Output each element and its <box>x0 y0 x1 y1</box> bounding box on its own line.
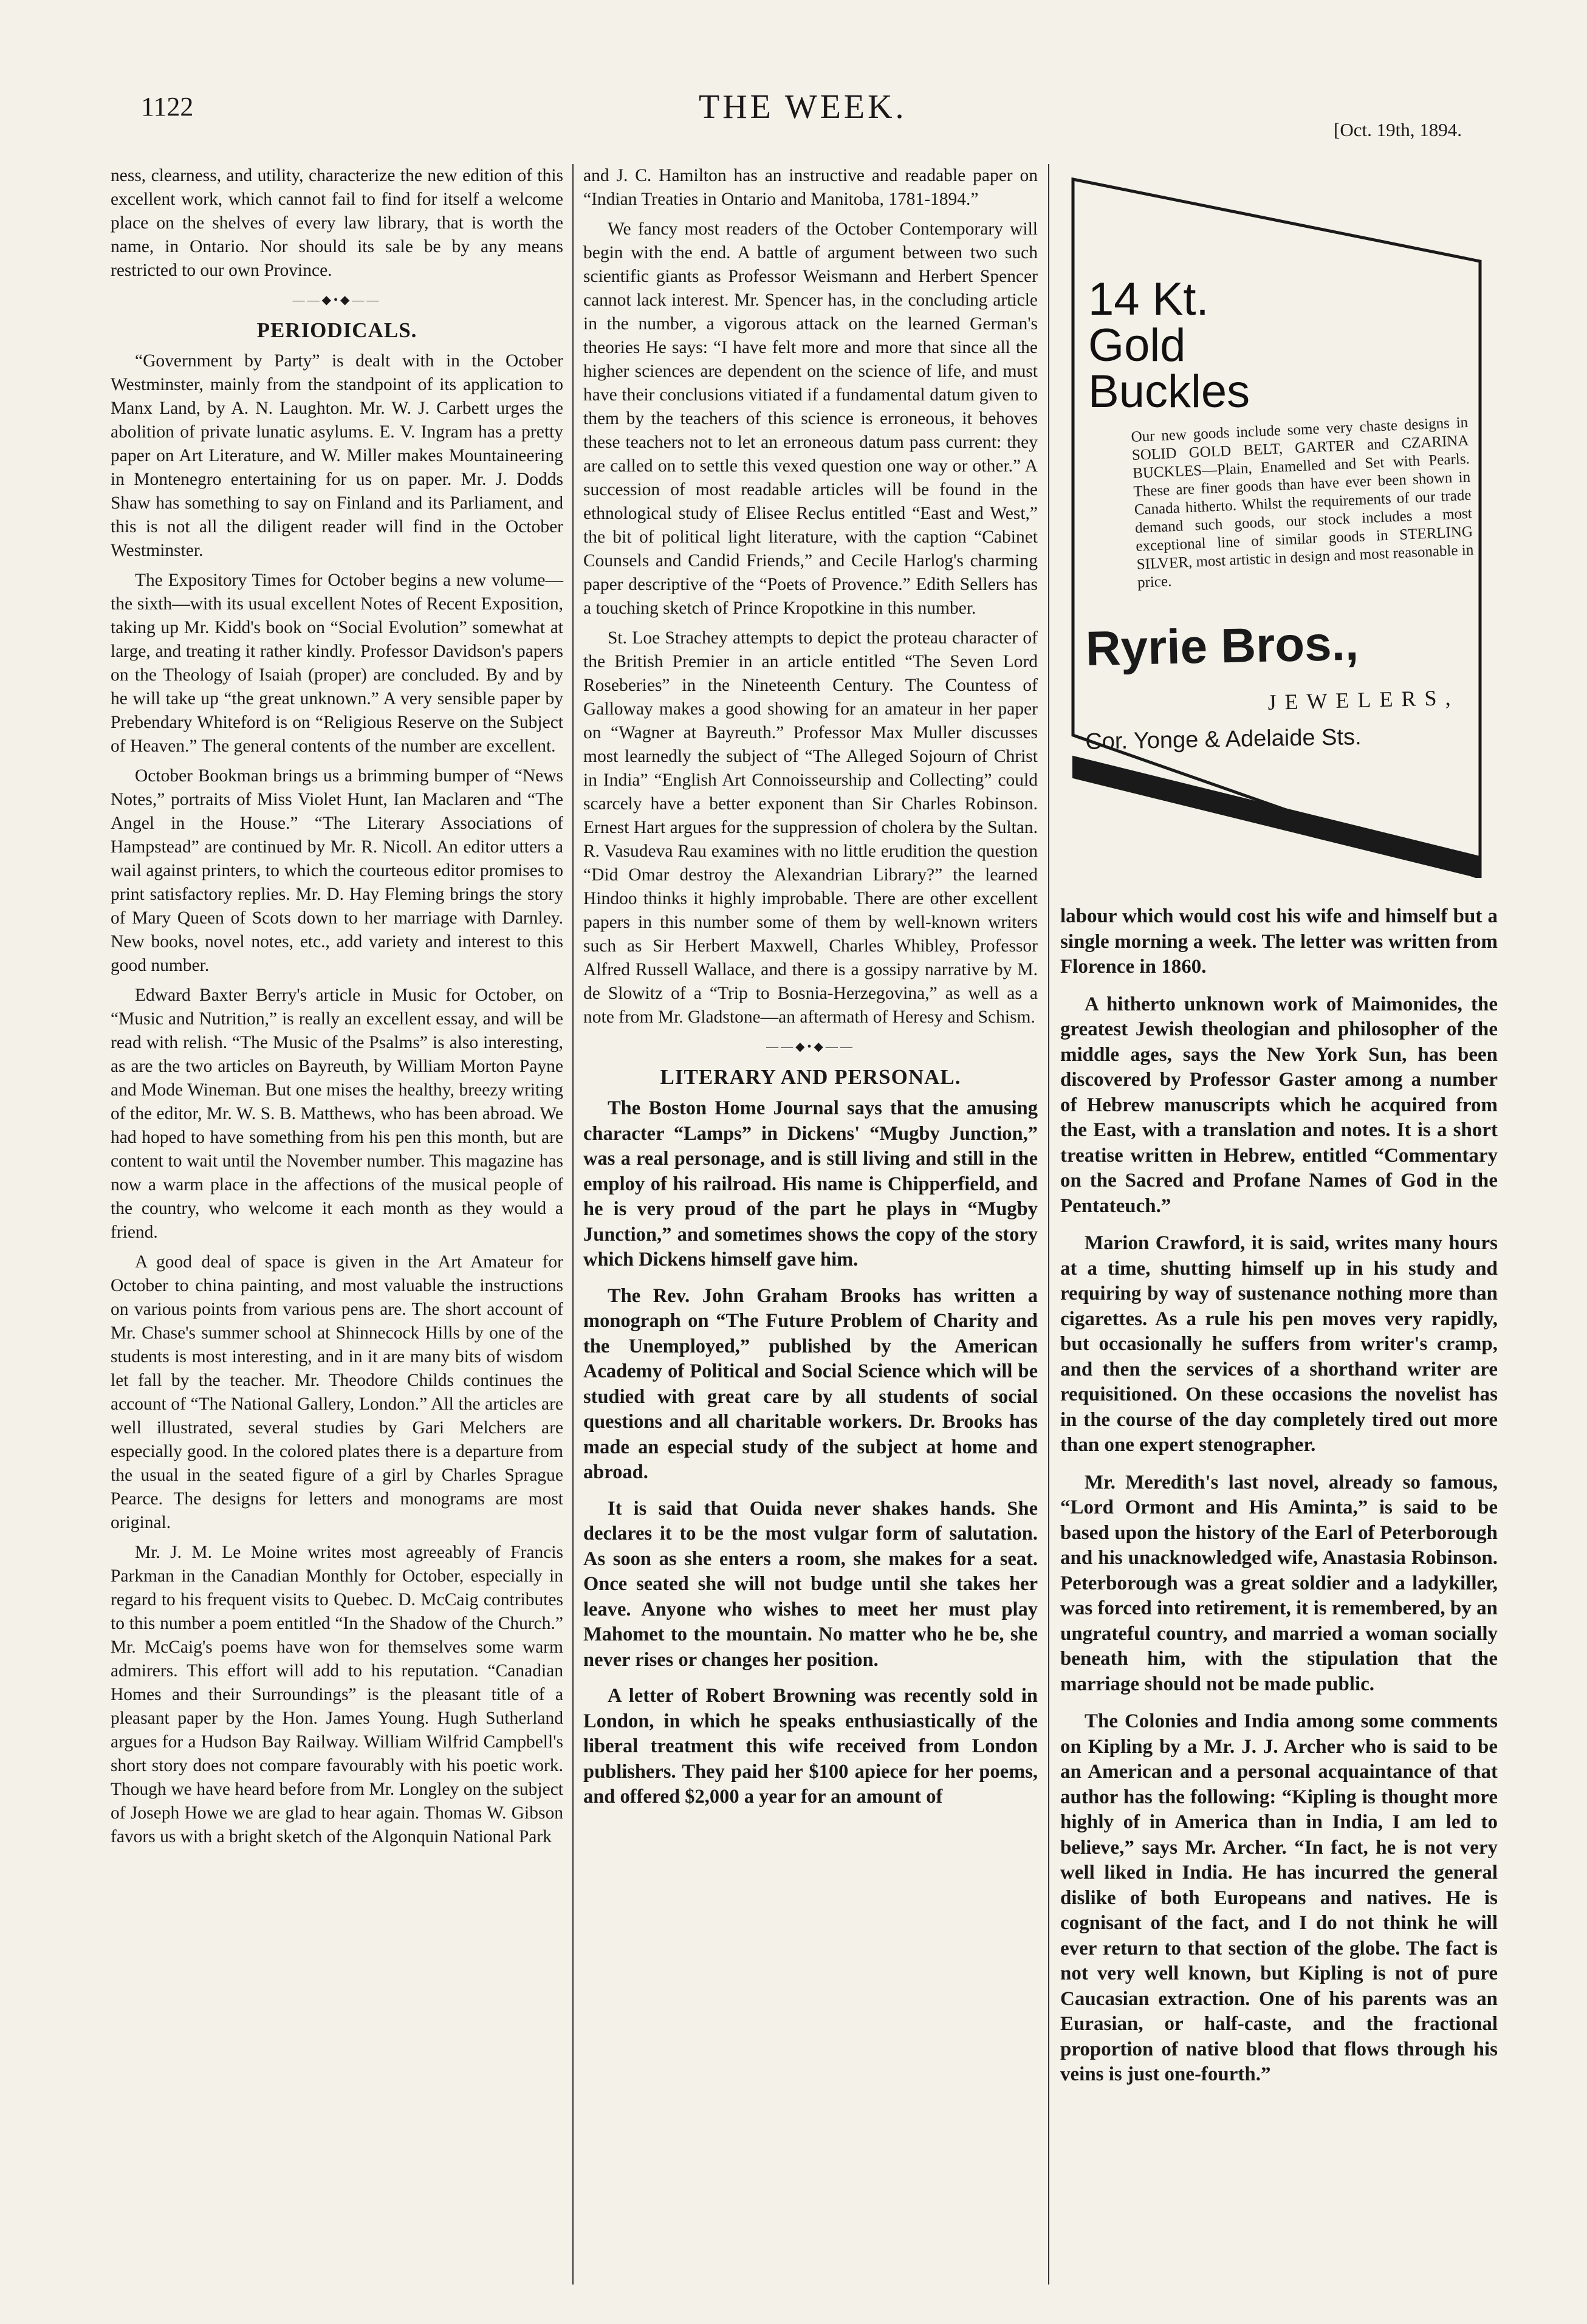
advertisement-heading <box>1088 273 1250 417</box>
paragraph-marion-crawford: Marion Crawford, it is said, writes many hours at a time, shutting himself up in his study and requiring by way of sustenance nothing more than cigarettes. As a rule his pen moves very rapidly, but occasionally he suffers from writer's cramp, and then the services of a shorthand writer are requisitioned. On these occasions the novelist has in the course of the day completely tired out more than one expert stenographer. <box>1060 1232 1498 1456</box>
heading-line-1: 14 Kt. <box>1088 273 1209 325</box>
paragraph-contemporary: We fancy most readers of the October Contemporary will begin with the end. A battle of argument between two such scientific giants as Professor Weismann and Herbert Spencer cannot lack interest. Mr. Spencer has, in the concluding article in the number, a vigorous attack on the learned German's theories He says: “I have felt more and more that since all the higher sciences are dependent on the science of life, and must have their conclusions vitiated if a fundamental datum given to them by the teachers of this science is erroneous, it behoves these teachers not to let an erroneous datum pass current: they are called on to settle this vexed question one way or other.” A succession of most readable articles will be found in the ethnological study of Elisee Reclus entitled “East and West,” the bit of political light literature, with the caption “Cabinet Counsels and Candid Friends,” and Cecile Harlog's charming paper descriptive of the “Poets of Provence.” Edith Sellers has a touching sketch of Prince Kropotkine in this number. <box>583 219 1038 618</box>
column-3 <box>1060 904 1498 2100</box>
literary-section <box>583 1096 1038 1810</box>
dateline: [Oct. 19th, 1894. <box>1334 119 1462 140</box>
heading-line-3: Buckles <box>1088 366 1250 417</box>
paragraph-nineteenth-century: St. Loe Strachey attempts to depict the proteau character of the British Premier in an article entitled “The Seven Lord Roseberies” in the Nineteenth Century. The Countess of Galloway makes a good showing for an amateur in her paper on “Wagner at Bayreuth.” Professor Max Muller discusses most learnedly the subject of “The Alleged Sojourn of Christ in India” “English Art Connoisseurship and Collecting” could scarcely have a better exponent than Sir Charles Robinson. Ernest Hart argues for the suppression of cholera by the Sultan. R. Vasudeva Rau examines with no little erudition the question “Did Omar destroy the Alexandrian Library?” the learned Hindoo thinks it highly improbable. There are other excellent papers in this number some of them by well-known writers such as Sir Herbert Maxwell, Charles Whibley, Professor Alfred Russell Wallace, and there is a gossipy narrative by M. de Slowitz of a “Trip to Bosnia-Herzegovina,” as well as a note from Mr. Gladstone—an aftermath of Heresy and Schism. <box>583 628 1038 1027</box>
column-rule-2 <box>1048 164 1049 2285</box>
continued-paragraph: ness, clearness, and utility, characterize the new edition of this excellent work, which cannot fail to find for itself a welcome place on the shelves of every law library, that is worth the name, in Ontario. Nor should its sale be by any means restricted to our own Province. <box>111 166 563 280</box>
paragraph-music: Edward Baxter Berry's article in Music for October, on “Music and Nutrition,” is really an excellent essay, and will be read with relish. “The Music of the Psalms” is also interesting, as are the two articles on Bayreuth, by William Morton Payne and Mode Wineman. But one mises the healthy, breezy writing of the editor, Mr. W. S. B. Matthews, who has been abroad. We had hoped to have something from his pen this month, but are content to wait until the November number. This magazine has now a warm place in the affections of the musical people of the country, who welcome it each month as they would a friend. <box>111 985 563 1242</box>
paragraph-art-amateur: A good deal of space is given in the Art Amateur for October to china painting, and most valuable the instructions on various points from various pens are. The short account of Mr. Chase's summer school at Shinnecock Hills by one of the students is most interesting, and in it are many bits of wisdom let fall by the teacher. Mr. Theodore Childs continues the account of “The National Gallery, London.” All the articles are well illustrated, several studies by Gari Melchers are especially good. In the colored plates there is a departure from the usual in the seated figure of a girl by Charles Sprague Pearce. The designs for letters and monograms are most original. <box>111 1252 563 1532</box>
column-1 <box>111 164 563 1855</box>
paragraph-expository-times: The Expository Times for October begins a new volume—the sixth—with its usual excellent Notes of Recent Exposition, taking up Mr. Kidd's book on “Social Evolution” somewhat at large, and treating it rather kindly. Professor Davidson's papers on the Theology of Isaiah (proper) are concluded. By and by he will take up “the great unknown.” A very sensible paper by Prebendary Whiteford is on “Religious Reserve on the Subject of Heaven.” The general contents of the number are excellent. <box>111 571 563 756</box>
firm-name: Ryrie Bros., <box>1085 615 1359 676</box>
firm-address: Cor. Yonge & Adelaide Sts. <box>1085 724 1362 755</box>
paragraph-graham-brooks: The Rev. John Graham Brooks has written a monograph on “The Future Problem of Charity and the Unemployed,” published by the American Academy of Political and Social Science which will be studied with great care by all students of social questions and all charitable workers. Dr. Brooks has made an especial study of the subject at home and abroad. <box>583 1284 1038 1483</box>
paragraph-bookman: October Bookman brings us a brimming bumper of “News Notes,” portraits of Miss Violet Hunt, Ian Maclaren and “The Angel in the House.” “The Literary Associations of Hampstead” are continued by Mr. R. Nicoll. An editor utters a wail against printers, to which the courteous editor promises to print satisfactory replies. Mr. D. Hay Fleming brings the story of Mary Queen of Scots down to her marriage with Darnley. New books, novel notes, etc., add variety and interest to this good number. <box>111 766 563 975</box>
paragraph-indian-treaties: and J. C. Hamilton has an instructive and readable paper on “Indian Treaties in Ontario and Manitoba, 1781-1894.” <box>583 166 1038 209</box>
paragraph-canadian-monthly: Mr. J. M. Le Moine writes most agreeably of Francis Parkman in the Canadian Monthly for October, especially in regard to his frequent visits to Quebec. D. McCaig contributes to this number a poem entitled “In the Shadow of the Church.” Mr. McCaig's poems have won for themselves some warm admirers. This effort will add to his reputation. “Canadian Homes and their Surroundings” is the pleasant title of a pleasant paper by the Hon. James Young. Hugh Sutherland argues for a Hudson Bay Railway. William Wilfrid Campbell's short story does not compare favourably with his poetic work. Though we have heard before from Mr. Longley on the subject of Joseph Howe we are glad to hear again. Thomas W. Gibson favors us with a bright sketch of the Algonquin National Park <box>111 1543 563 1846</box>
firm-trade: JEWELERS, <box>1267 685 1459 715</box>
section-ornament: ——◆•◆—— <box>766 1040 855 1054</box>
advertisement-description: Our new goods include some very chaste designs in SOLID GOLD BELT, GARTER and CZARINA BUCKLES—Plain, Enamelled and Set with Pearls. These are finer goods than have ever been shown in Canada hitherto. Whilst the requirements of our trade demand such goods, our stock includes a most exceptional line of similar goods in STERLING SILVER, most artistic in design and most reasonable in price. <box>1131 414 1474 591</box>
section-ornament: ——◆•◆—— <box>292 293 382 307</box>
paragraph-kipling: The Colonies and India among some comments on Kipling by a Mr. J. J. Archer who is said to be an American and a personal acquaintance of that author has the following: “Kipling is thought more highly of in America than in India, I am led to believe,” says Mr. Archer. “In fact, he is not very well liked in India. He has incurred the general dislike of both Europeans and natives. He is cognisant of the fact, and I do not think he will ever return to that section of the globe. The fact is not very well known, but Kipling is not of pure Caucasian extraction. One of his parents was an Eurasian, or half-caste, and the fractional proportion of native blood that flows through his veins is just one-fourth.” <box>1060 1710 1498 2085</box>
literary-personal-heading: LITERARY AND PERSONAL. <box>660 1065 961 1089</box>
paragraph-browning: A letter of Robert Browning was recently sold in London, in which he speaks enthusiastically of the liberal treatment this wife received from London publishers. They paid her $100 apiece for her poems, and offered $2,000 a year for an amount of <box>583 1685 1038 1808</box>
ryrie-advertisement <box>1067 170 1492 878</box>
paragraph-westminster: “Government by Party” is dealt with in the October Westminster, mainly from the standpoint of its application to Manx Land, by A. N. Laughton. Mr. W. J. Carbett urges the abolition of private lunatic asylums. E. V. Ingram has a pretty paper on Art Literature, and W. Miller makes Mountaineering in Montenegro entertaining for us on paper. Mr. J. Dodds Shaw has something to say on Finland and its Parliament, and this is not all the diligent reader will find in the October Westminster. <box>111 351 563 560</box>
periodicals-heading: PERIODICALS. <box>256 318 417 342</box>
paragraph-browning-continued: labour which would cost his wife and himself but a single morning a week. The letter was written from Florence in 1860. <box>1060 905 1498 978</box>
column-rule-1 <box>572 164 574 2285</box>
paragraph-boston-home-journal: The Boston Home Journal says that the amusing character “Lamps” in Dickens' “Mugby Junction,” was a real personage, and is still living and still in the employ of his railroad. His name is Chipperfield, and he is very proud of the part he plays in “Mugby Junction,” and sometimes shows the copy of the story which Dickens himself gave him. <box>583 1097 1038 1270</box>
paragraph-meredith: Mr. Meredith's last novel, already so famous, “Lord Ormont and His Aminta,” is said to be based upon the history of the Earl of Peterborough and his unacknowledged wife, Anastasia Robinson. Peterborough was a great soldier and a ladykiller, was forced into retirement, it is remembered, by an ungrateful country, and married a woman socially beneath him, with the stipulation that the marriage should not be made public. <box>1060 1471 1498 1695</box>
column-2 <box>583 164 1038 1821</box>
masthead: THE WEEK. <box>699 88 907 126</box>
page-number: 1122 <box>141 92 194 122</box>
paragraph-ouida: It is said that Ouida never shakes hands. She declares it to be the most vulgar form of salutation. As soon as she enters a room, she makes for a seat. Once seated she will not budge until she takes her leave. Anyone who wishes to meet her must play Mahomet to the mountain. No matter who he be, she never rises or changes her position. <box>583 1497 1038 1671</box>
paragraph-maimonides: A hitherto unknown work of Maimonides, the greatest Jewish theologian and philosopher of the middle ages, says the New York Sun, has been discovered by Professor Gaster among a number of Hebrew manuscripts which he acquired from the East, with a translation and notes. It is a short treatise written in Hebrew, entitled “Commentary on the Sacred and Profane Names of God in the Pentateuch.” <box>1060 993 1498 1217</box>
heading-line-2: Gold <box>1088 320 1186 371</box>
